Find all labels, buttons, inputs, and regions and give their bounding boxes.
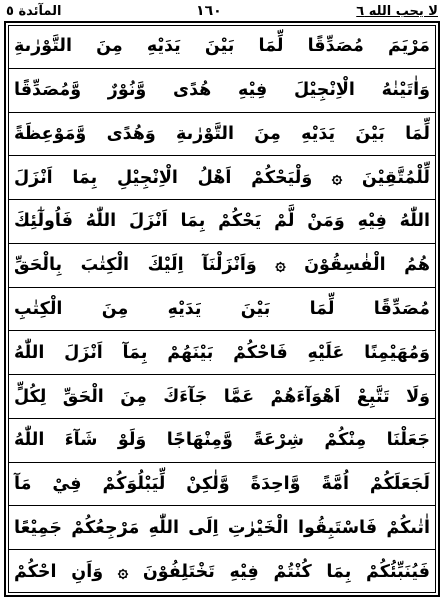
text-line: لِّمَا بَيْنَ يَدَيْهِ مِنَ التَّوْرٰىةِ وَهُدًى وَّمَوْعِظَةً xyxy=(8,113,436,157)
surah-name-label: المآئدة ٥ xyxy=(6,3,62,19)
text-line: لِّلْمُتَّقِيْنَ ۞ وَلْيَحْكُمْ اَهْلُ الْاِنْجِيْلِ بِمَا اَنْزَلَ xyxy=(8,156,436,200)
verse-lines xyxy=(8,25,436,593)
text-line: فَيُنَبِّئُكُمْ بِمَا كُنْتُمْ فِيْهِ تَخْتَلِفُوْنَ ۞ وَاَنِ احْكُمْ xyxy=(14,561,430,582)
text-line: هُمُ الْفٰسِقُوْنَ ۞ وَاَنْزَلْنَآ اِلَيْكَ الْكِتٰبَ بِالْحَقِّ xyxy=(8,244,436,288)
text-line: وَلَا تَتَّبِعْ اَهْوَآءَهُمْ عَمَّا جَآءَكَ مِنَ الْحَقِّ لِكُلٍّ xyxy=(8,375,436,419)
text-line: وَاٰتَيْنٰهُ الْاِنْجِيْلَ فِيْهِ هُدًى وَّنُوْرٌ وَّمُصَدِّقًا xyxy=(8,69,436,113)
text-line: لَجَعَلَكُمْ اُمَّةً وَّاحِدَةً وَّلٰكِنْ لِّيَبْلُوَكُمْ فِيْ مَآ xyxy=(8,463,436,507)
text-line: اللّٰهُ فِيْهِ وَمَنْ لَّمْ يَحْكُمْ بِمَا اَنْزَلَ اللّٰهُ فَاُولٰٓئِكَ xyxy=(8,200,436,244)
page-header xyxy=(6,2,438,20)
text-line: اٰتٰىكُمْ فَاسْتَبِقُوا الْخَيْرٰتِ اِلَى اللّٰهِ مَرْجِعُكُمْ جَمِيْعًا xyxy=(8,506,436,550)
page-number: ١٦٠ xyxy=(196,3,222,19)
text-line: مُصَدِّقًا لِّمَا بَيْنَ يَدَيْهِ مِنَ الْكِتٰبِ xyxy=(8,288,436,332)
text-line: جَعَلْنَا مِنْكُمْ شِرْعَةً وَّمِنْهَاجًا وَلَوْ شَآءَ اللّٰهُ xyxy=(8,419,436,463)
juz-label: لا يحب الله ٦ xyxy=(356,3,438,19)
text-line: وَمُهَيْمِنًا عَلَيْهِ فَاحْكُمْ بَيْنَهُمْ بِمَآ اَنْزَلَ اللّٰهُ xyxy=(8,331,436,375)
text-line: مَرْيَمَ مُصَدِّقًا لِّمَا بَيْنَ يَدَيْهِ مِنَ التَّوْرٰىةِ xyxy=(8,25,436,69)
